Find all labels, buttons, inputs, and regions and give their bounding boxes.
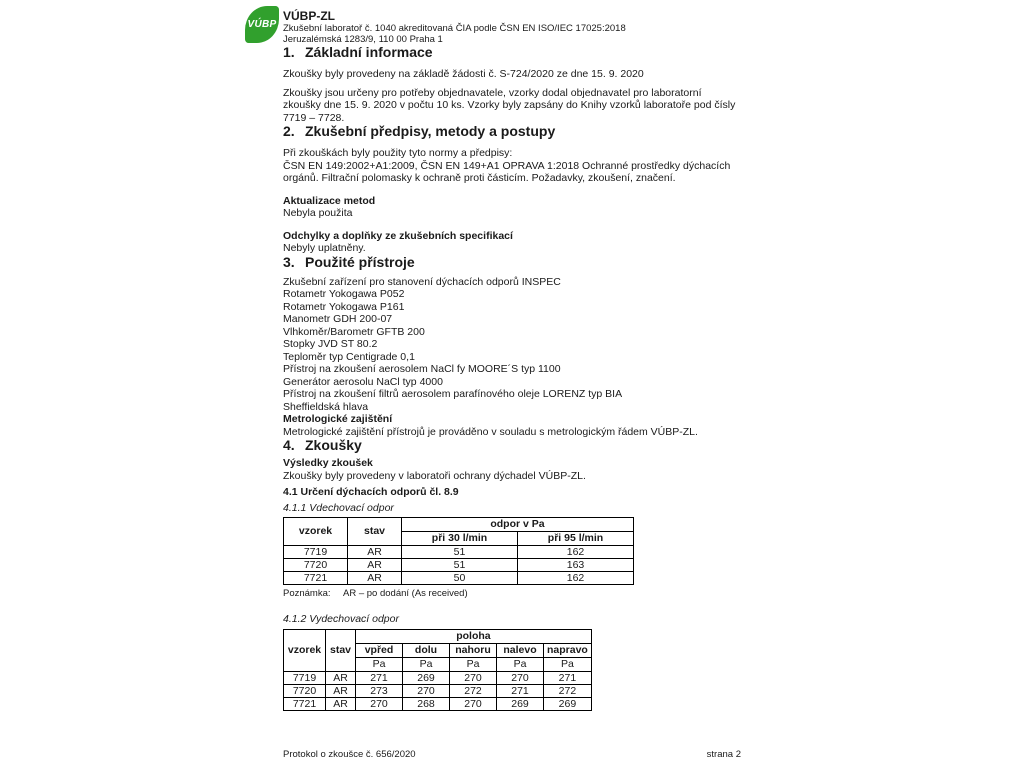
address-line: Jeruzalémská 1283/9, 110 00 Praha 1 bbox=[283, 34, 443, 45]
cell-dolu: 269 bbox=[403, 671, 450, 684]
section-2-intro: Při zkouškách byly použity tyto normy a předpisy: bbox=[283, 147, 513, 159]
cell-stav: AR bbox=[326, 671, 356, 684]
vubp-logo-text: VÚBP bbox=[247, 19, 277, 30]
cell-vzorek: 7720 bbox=[284, 684, 326, 697]
table-row bbox=[284, 684, 592, 697]
cell-95lmin: 162 bbox=[518, 572, 634, 585]
deviations-text: Nebyly uplatněny. bbox=[283, 242, 366, 254]
section-1-heading bbox=[283, 45, 741, 60]
metrology-heading: Metrologické zajištění bbox=[283, 413, 393, 425]
results-text: Zkoušky byly provedeny v laboratoři ochrany dýchadel VÚBP-ZL. bbox=[283, 469, 586, 482]
section-3-title: Použité přístroje bbox=[305, 253, 415, 270]
table-row bbox=[284, 697, 592, 710]
instrument-item: Sheffieldská hlava bbox=[283, 400, 369, 413]
unit-cell: Pa bbox=[497, 657, 544, 671]
letterhead bbox=[283, 10, 741, 45]
table-row bbox=[284, 572, 634, 585]
deviations-heading: Odchylky a doplňky ze zkušebních specifikací bbox=[283, 229, 513, 242]
cell-nahoru: 270 bbox=[450, 671, 497, 684]
unit-cell: Pa bbox=[544, 657, 592, 671]
col-header-vzorek: vzorek bbox=[284, 518, 348, 546]
document-content bbox=[283, 10, 741, 711]
instrument-item: Manometr GDH 200-07 bbox=[283, 313, 393, 325]
footer-protocol-number: Protokol o zkoušce č. 656/2020 bbox=[283, 749, 416, 760]
cell-95lmin: 162 bbox=[518, 546, 634, 559]
cell-vpred: 270 bbox=[356, 697, 403, 710]
cell-napravo: 269 bbox=[544, 697, 592, 710]
section-4-title: Zkoušky bbox=[305, 437, 362, 453]
instrument-item: Generátor aerosolu NaCl typ 4000 bbox=[283, 375, 443, 388]
note-text: AR – po dodání (As received) bbox=[343, 588, 468, 599]
exhalation-resistance-table bbox=[283, 629, 592, 711]
table-row bbox=[284, 546, 634, 559]
table-header-row bbox=[284, 629, 592, 643]
table-note bbox=[283, 588, 741, 599]
methods-update-text: Nebyla použita bbox=[283, 207, 353, 219]
instrument-item: Přístroj na zkoušení aerosolem NaCl fy MOORE´S typ 1100 bbox=[283, 363, 561, 375]
cell-nahoru: 270 bbox=[450, 697, 497, 710]
col-header-dolu: dolu bbox=[403, 643, 450, 657]
section-1-paragraph-1: Zkoušky byly provedeny na základě žádosti č. S-724/2020 ze dne 15. 9. 2020 bbox=[283, 68, 644, 80]
cell-vzorek: 7719 bbox=[284, 546, 348, 559]
instrument-item: Přístroj na zkoušení filtrů aerosolem parafínového oleje LORENZ typ BIA bbox=[283, 388, 623, 400]
cell-30lmin: 51 bbox=[402, 546, 518, 559]
section-2-title: Zkušební předpisy, metody a postupy bbox=[305, 123, 556, 139]
cell-nahoru: 272 bbox=[450, 684, 497, 697]
inhalation-resistance-table bbox=[283, 517, 634, 585]
col-header-napravo: napravo bbox=[544, 643, 592, 657]
group-header-odpor: odpor v Pa bbox=[402, 518, 634, 532]
subsection-4-1-1-heading: 4.1.1 Vdechovací odpor bbox=[283, 501, 394, 514]
cell-nalevo: 269 bbox=[497, 697, 544, 710]
cell-dolu: 268 bbox=[403, 697, 450, 710]
cell-vzorek: 7719 bbox=[284, 671, 326, 684]
table-header-row bbox=[284, 518, 634, 532]
cell-vzorek: 7720 bbox=[284, 559, 348, 572]
cell-napravo: 272 bbox=[544, 684, 592, 697]
section-1-paragraph-2: Zkoušky jsou určeny pro potřeby objednavatele, vzorky dodal objednavatel pro laboratorní zkoušky dne 15. 9. 2020 v počtu 10 ks. Vzorky byly zapsány do Knihy vzorků laboratoře pod čísly 7719 – 7728. bbox=[283, 86, 736, 124]
col-header-95lmin: při 95 l/min bbox=[518, 532, 634, 546]
section-2-number: 2. bbox=[283, 123, 295, 139]
cell-stav: AR bbox=[348, 546, 402, 559]
methods-update-heading: Aktualizace metod bbox=[283, 194, 376, 207]
subsection-4-1-heading: 4.1 Určení dýchacích odporů čl. 8.9 bbox=[283, 486, 459, 498]
vubp-logo bbox=[245, 6, 279, 43]
section-1-number: 1. bbox=[283, 44, 295, 60]
instrument-item: Rotametr Yokogawa P052 bbox=[283, 288, 405, 300]
section-2-norms: ČSN EN 149:2002+A1:2009, ČSN EN 149+A1 OPRAVA 1:2018 Ochranné prostředky dýchacích orgánů. Filtrační polomasky k ochraně proti částicím. Požadavky, zkoušení, značení. bbox=[283, 159, 731, 184]
note-label: Poznámka: bbox=[283, 588, 331, 599]
instrument-list bbox=[283, 276, 741, 414]
org-name: VÚBP-ZL bbox=[283, 9, 335, 23]
cell-vpred: 273 bbox=[356, 684, 403, 697]
col-header-vzorek: vzorek bbox=[284, 629, 326, 671]
cell-stav: AR bbox=[326, 697, 356, 710]
page-footer bbox=[283, 749, 741, 760]
unit-cell: Pa bbox=[356, 657, 403, 671]
cell-stav: AR bbox=[326, 684, 356, 697]
instrument-item: Stopky JVD ST 80.2 bbox=[283, 338, 378, 350]
cell-nalevo: 270 bbox=[497, 671, 544, 684]
section-4-heading bbox=[283, 438, 741, 453]
table-row bbox=[284, 559, 634, 572]
unit-cell: Pa bbox=[450, 657, 497, 671]
col-header-vpred: vpřed bbox=[356, 643, 403, 657]
unit-cell: Pa bbox=[403, 657, 450, 671]
instrument-item: Vlhkoměr/Barometr GFTB 200 bbox=[283, 325, 425, 338]
col-header-nalevo: nalevo bbox=[497, 643, 544, 657]
cell-95lmin: 163 bbox=[518, 559, 634, 572]
instrument-item: Rotametr Yokogawa P161 bbox=[283, 300, 405, 313]
section-4-number: 4. bbox=[283, 437, 295, 453]
col-header-stav: stav bbox=[348, 518, 402, 546]
cell-nalevo: 271 bbox=[497, 684, 544, 697]
accreditation-line: Zkušební laboratoř č. 1040 akreditovaná ČIA podle ČSN EN ISO/IEC 17025:2018 bbox=[283, 23, 626, 34]
group-header-poloha: poloha bbox=[356, 629, 592, 643]
section-2-heading bbox=[283, 124, 741, 139]
col-header-30lmin: při 30 l/min bbox=[402, 532, 518, 546]
cell-vzorek: 7721 bbox=[284, 697, 326, 710]
instrument-item: Zkušební zařízení pro stanovení dýchacích odporů INSPEC bbox=[283, 275, 561, 288]
cell-vzorek: 7721 bbox=[284, 572, 348, 585]
table-row bbox=[284, 671, 592, 684]
cell-30lmin: 50 bbox=[402, 572, 518, 585]
cell-vpred: 271 bbox=[356, 671, 403, 684]
instrument-item: Teploměr typ Centigrade 0,1 bbox=[283, 350, 415, 363]
subsection-4-1-2-heading: 4.1.2 Vydechovací odpor bbox=[283, 613, 399, 625]
col-header-stav: stav bbox=[326, 629, 356, 671]
cell-dolu: 270 bbox=[403, 684, 450, 697]
cell-napravo: 271 bbox=[544, 671, 592, 684]
cell-stav: AR bbox=[348, 572, 402, 585]
section-3-number: 3. bbox=[283, 253, 295, 270]
section-3-heading bbox=[283, 255, 741, 270]
footer-page-number: strana 2 bbox=[706, 749, 741, 760]
metrology-text: Metrologické zajištění přístrojů je prováděno v souladu s metrologickým řádem VÚBP-ZL. bbox=[283, 425, 698, 438]
results-heading: Výsledky zkoušek bbox=[283, 457, 373, 469]
cell-stav: AR bbox=[348, 559, 402, 572]
section-1-title: Základní informace bbox=[305, 44, 433, 60]
cell-30lmin: 51 bbox=[402, 559, 518, 572]
col-header-nahoru: nahoru bbox=[450, 643, 497, 657]
